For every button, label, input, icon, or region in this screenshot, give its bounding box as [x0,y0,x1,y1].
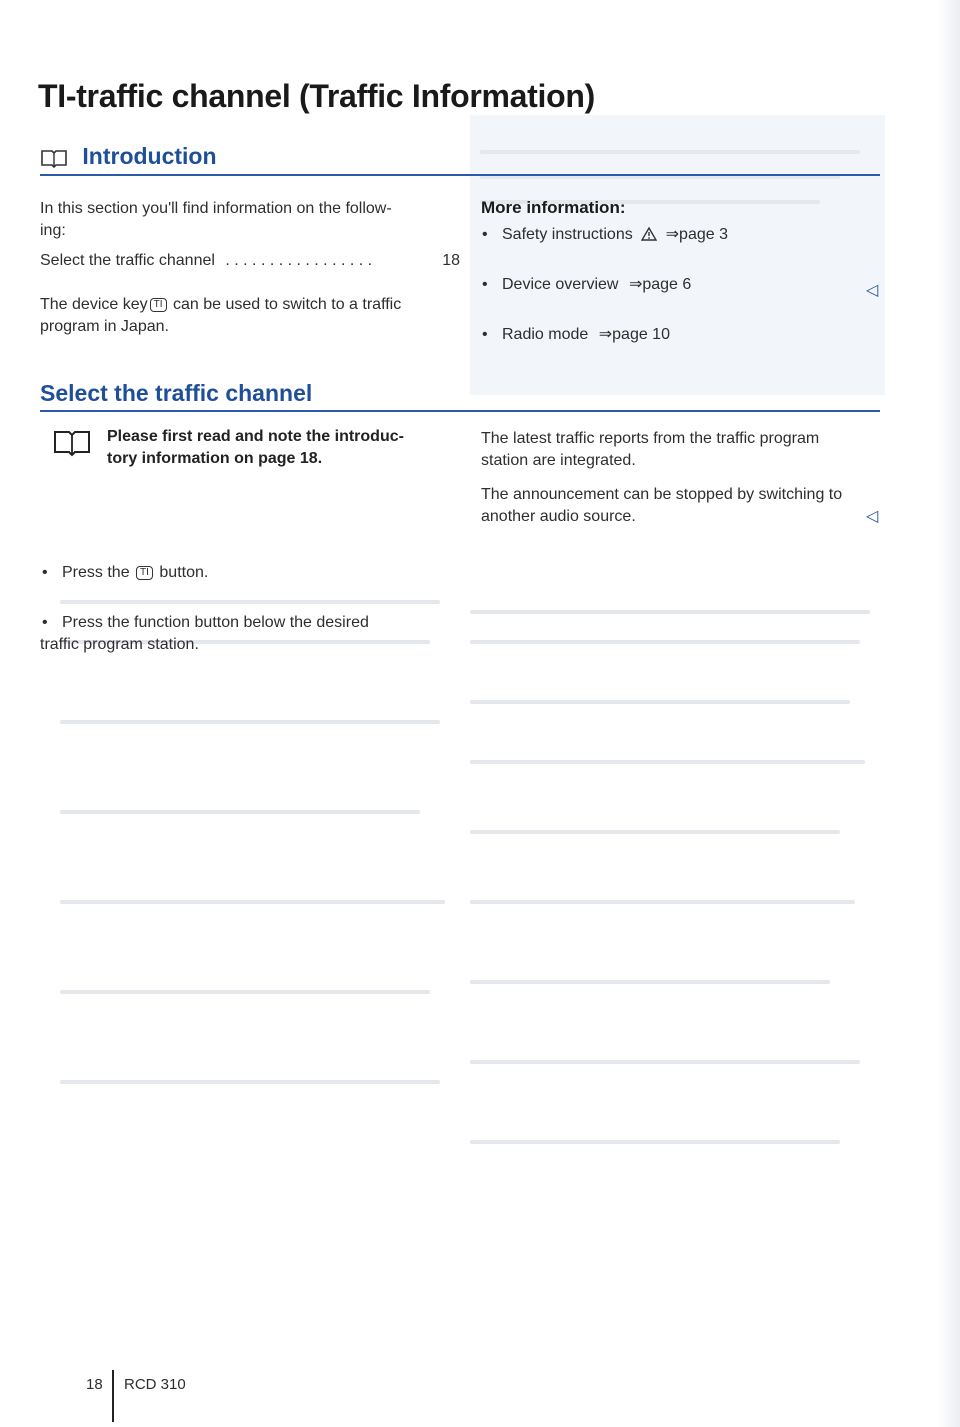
introduction-rule [40,174,880,176]
show-through-line [470,900,855,904]
book-icon [40,148,68,168]
more-info-label: Safety instructions [502,226,633,243]
more-info-ref[interactable]: ⇒page 3 [665,226,728,243]
more-info-label: Device overview [502,276,619,293]
introduction-heading-text: Introduction [82,143,217,169]
step-2-line-1: • Press the function button below the desired [62,614,369,631]
more-info-ref[interactable]: ⇒page 6 [628,276,692,293]
read-first-note [107,426,447,470]
show-through-line [60,990,430,994]
warning-icon [641,227,657,241]
page-edge-shadow [938,0,960,1427]
select-channel-rule [40,410,880,412]
show-through-line [470,610,870,614]
note-line-2: tory information on page 18. [107,450,323,467]
show-through-line [60,720,440,724]
show-through-line [470,700,850,704]
book-icon [52,428,92,458]
more-info-ref[interactable]: ⇒page 10 [598,326,670,343]
announcement-line-2: another audio source. [481,508,636,525]
step-2-line-2: traffic program station. [40,636,199,653]
show-through-line [470,640,860,644]
traffic-reports-paragraph [481,428,891,472]
introduction-heading [40,143,217,170]
show-through-panel [470,115,885,395]
toc-dots: . . . . . . . . . . . . . . . . . [225,252,373,269]
show-through-line [470,830,840,834]
end-of-section-marker: ◁ [866,282,879,299]
end-of-section-marker: ◁ [866,508,879,525]
show-through-line [60,600,440,604]
more-info-item-device-overview[interactable] [480,274,902,296]
note-line-1: Please first read and note the introduc- [107,428,404,445]
ti-button-icon: TI [136,566,153,580]
toc-entry[interactable] [40,250,460,272]
show-through-line [470,1060,860,1064]
intro-paragraph [40,198,450,242]
select-channel-heading: Select the traffic channel [40,380,313,406]
more-info-heading: More information: [481,198,626,217]
reports-line-2: station are integrated. [481,452,636,469]
step-1-text-a: Press the [62,564,130,581]
reports-line-1: The latest traffic reports from the traffic program [481,430,820,447]
device-key-text-b: can be used to switch to a traffic [172,296,402,313]
footer-page-number: 18 [86,1376,103,1393]
show-through-line [60,810,420,814]
announcement-paragraph [481,484,891,528]
footer-model: RCD 310 [124,1376,186,1393]
more-info-item-safety[interactable] [480,224,902,246]
show-through-line [60,1080,440,1084]
show-through-line [470,760,865,764]
announcement-line-1: The announcement can be stopped by switching to [481,486,843,503]
device-key-line-2: program in Japan. [40,318,169,335]
show-through-line [60,900,445,904]
more-info-label: Radio mode [502,326,589,343]
toc-page: 18 [442,252,460,269]
step-1-text-b: button. [159,564,209,581]
more-info-item-radio-mode[interactable] [480,324,902,346]
step-press-ti [40,562,472,584]
toc-label: Select the traffic channel [40,252,215,269]
footer-divider [112,1370,114,1422]
device-key-text-a: The device key [40,296,148,313]
show-through-line [480,150,860,154]
device-key-paragraph [40,294,460,338]
ti-key-icon: TI [150,298,167,312]
intro-line-2: ing: [40,222,66,239]
page-title: TI-traffic channel (Traffic Information) [38,78,595,114]
intro-line-1: In this section you'll find information on the follow- [40,200,392,217]
device-key-line-1 [40,294,460,316]
show-through-line [470,980,830,984]
step-press-function-button [40,612,482,656]
show-through-line [470,1140,840,1144]
